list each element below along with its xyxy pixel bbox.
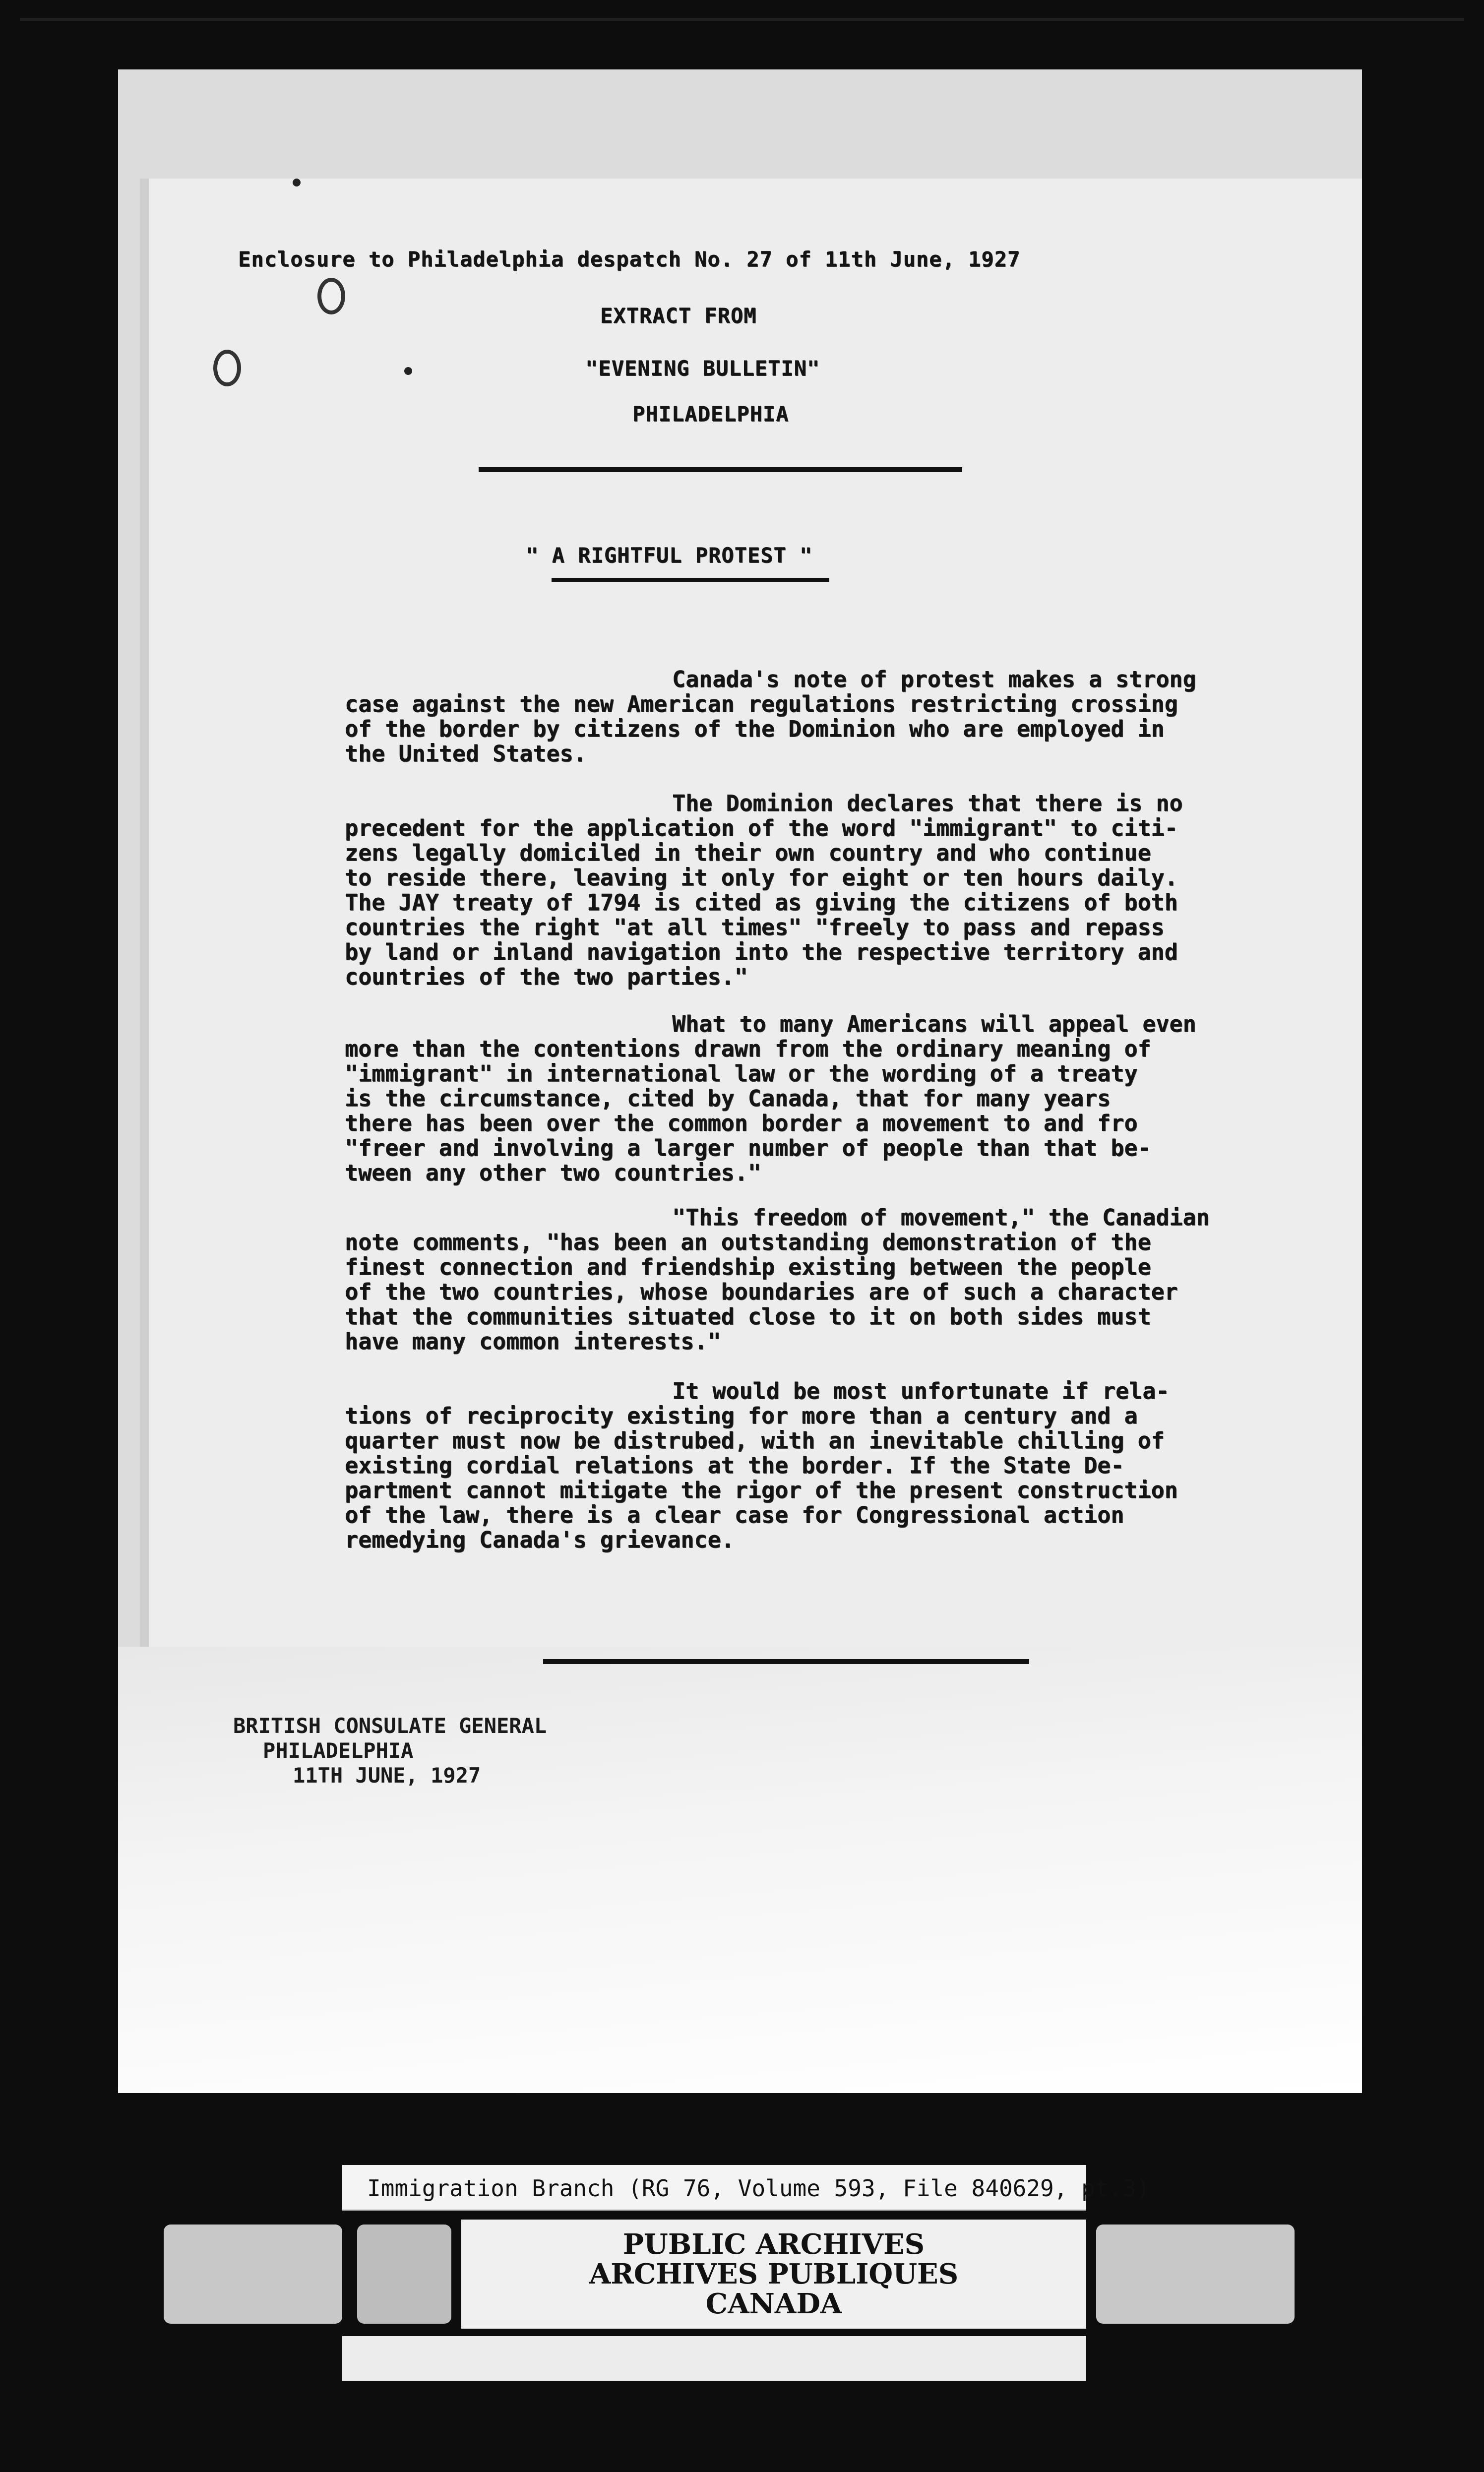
paragraph-text: "This freedom of movement," the Canadian [672, 1204, 1210, 1231]
paragraph-text: "freer and involving a larger number of people than that be- [345, 1135, 1151, 1161]
signature-block [233, 1714, 547, 1788]
paragraph-5 [345, 1379, 1178, 1552]
stamp-line: ARCHIVES PUBLIQUES [589, 2258, 959, 2290]
paragraph-4 [345, 1205, 1210, 1354]
paragraph-2 [345, 791, 1183, 989]
paragraph-text: that the communities situated close to it on both sides must [345, 1303, 1151, 1330]
paragraph-text: It would be most unfortunate if rela- [672, 1378, 1170, 1404]
paragraph-text: The JAY treaty of 1794 is cited as giving the citizens of both [345, 889, 1178, 916]
paragraph-text: existing cordial relations at the border. If the State De- [345, 1452, 1124, 1479]
signature-line: 11TH JUNE, 1927 [293, 1763, 481, 1788]
article-title: " A RIGHTFUL PROTEST " [526, 543, 813, 567]
paragraph-1 [345, 667, 1196, 766]
paragraph-text: more than the contentions drawn from the ordinary meaning of [345, 1036, 1151, 1062]
paragraph-text: Canada's note of protest makes a strong [672, 666, 1196, 692]
paragraph-3 [345, 1012, 1196, 1185]
paragraph-text: zens legally domiciled in their own country and who continue [345, 840, 1151, 866]
signature-line: BRITISH CONSULATE GENERAL [233, 1714, 547, 1738]
film-edge [20, 18, 1464, 21]
paragraph-text: countries the right "at all times" "freely to pass and repass [345, 914, 1165, 940]
archive-reference-strip [342, 2165, 1150, 2211]
ink-mark [293, 179, 301, 186]
city-name: PHILADELPHIA [632, 402, 789, 426]
archives-stamp [461, 2220, 1086, 2329]
film-tab [357, 2225, 451, 2324]
paragraph-text: note comments, "has been an outstanding demonstration of the [345, 1229, 1151, 1255]
stamp-line: CANADA [705, 2287, 842, 2320]
closing-rule [543, 1659, 1029, 1664]
paragraph-text: partment cannot mitigate the rigor of the present construction [345, 1477, 1178, 1503]
stamp-line: PUBLIC ARCHIVES [622, 2228, 925, 2261]
film-tab [164, 2225, 342, 2324]
archive-reference: Immigration Branch (RG 76, Volume 593, File 840629, pt.3) [367, 2175, 1150, 2202]
paragraph-text: of the border by citizens of the Dominion who are employed in [345, 716, 1165, 742]
paragraph-text: countries of the two parties." [345, 964, 748, 990]
punch-hole-icon [317, 278, 345, 314]
bottom-label-strip [342, 2336, 1086, 2381]
paragraph-text: of the law, there is a clear case for Congressional action [345, 1502, 1124, 1528]
paragraph-text: tions of reciprocity existing for more than a century and a [345, 1403, 1138, 1429]
extract-from-label: EXTRACT FROM [600, 304, 757, 328]
paragraph-text: finest connection and friendship existing between the people [345, 1254, 1151, 1280]
paragraph-text: The Dominion declares that there is no [672, 790, 1183, 816]
paragraph-text: the United States. [345, 741, 587, 767]
film-tab [1096, 2225, 1295, 2324]
paragraph-text: have many common interests." [345, 1328, 721, 1355]
archive-stamp-band [164, 2220, 1295, 2329]
paragraph-text: by land or inland navigation into the respective territory and [345, 939, 1178, 965]
punch-hole-icon [213, 350, 241, 386]
paragraph-text: there has been over the common border a movement to and fro [345, 1110, 1138, 1136]
paragraph-text: of the two countries, whose boundaries are of such a character [345, 1279, 1178, 1305]
paragraph-text: "immigrant" in international law or the wording of a treaty [345, 1060, 1138, 1087]
ink-mark [404, 367, 412, 375]
header-rule [479, 467, 962, 472]
paragraph-text: case against the new American regulations restricting crossing [345, 691, 1178, 717]
paragraph-text: to reside there, leaving it only for eight or ten hours daily. [345, 865, 1178, 891]
signature-line: PHILADELPHIA [263, 1738, 414, 1763]
paragraph-text: quarter must now be distrubed, with an inevitable chilling of [345, 1427, 1165, 1454]
paragraph-text: remedying Canada's grievance. [345, 1527, 735, 1553]
paragraph-text: is the circumstance, cited by Canada, that for many years [345, 1085, 1111, 1112]
paragraph-text: precedent for the application of the word "immigrant" to citi- [345, 815, 1178, 841]
paragraph-text: What to many Americans will appeal even [672, 1011, 1196, 1037]
enclosure-line: Enclosure to Philadelphia despatch No. 27 of 11th June, 1927 [238, 247, 1021, 271]
newspaper-name: "EVENING BULLETIN" [585, 356, 820, 380]
paragraph-text: tween any other two countries." [345, 1160, 761, 1186]
title-underline [552, 578, 829, 582]
